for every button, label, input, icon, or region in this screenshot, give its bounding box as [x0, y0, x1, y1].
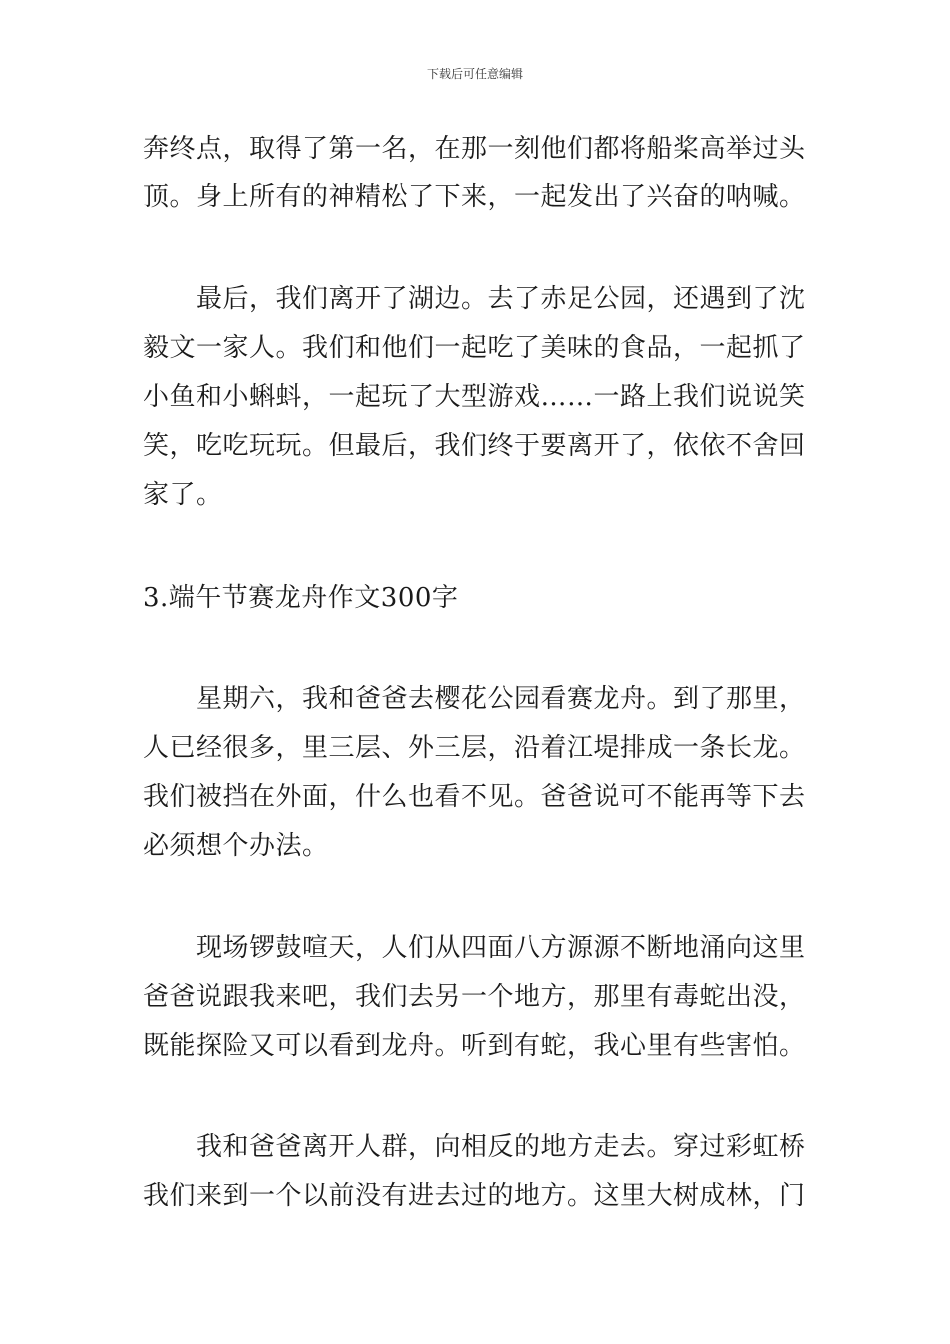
text-line: 奔终点，取得了第一名，在那一刻他们都将船桨高举过头: [143, 134, 806, 164]
text-line: 家了。: [143, 480, 223, 510]
text-line: 笑，吃吃玩玩。但最后，我们终于要离开了，依依不舍回: [143, 431, 806, 461]
text-line: 小鱼和小蝌蚪，一起玩了大型游戏……一路上我们说说笑: [143, 382, 806, 412]
text-line: 最后，我们离开了湖边。去了赤足公园，还遇到了沈: [196, 284, 806, 314]
text-line: 我们被挡在外面，什么也看不见。爸爸说可不能再等下去: [143, 782, 806, 812]
text-line: 必须想个办法。: [143, 831, 329, 861]
text-line: 星期六，我和爸爸去樱花公园看赛龙舟。到了那里，: [196, 684, 806, 714]
text-line: 既能探险又可以看到龙舟。听到有蛇，我心里有些害怕。: [143, 1031, 806, 1061]
text-line: 我们来到一个以前没有进去过的地方。这里大树成林，门: [143, 1181, 806, 1211]
text-line: 毅文一家人。我们和他们一起吃了美味的食品，一起抓了: [143, 333, 806, 363]
text-line: 顶。身上所有的神精松了下来，一起发出了兴奋的呐喊。: [143, 182, 806, 212]
text-line: 人已经很多，里三层、外三层，沿着江堤排成一条长龙。: [143, 733, 806, 763]
page-header: 下载后可任意编辑: [426, 67, 523, 81]
text-line: 现场锣鼓喧天，人们从四面八方源源不断地涌向这里: [196, 933, 806, 963]
text-line: 我和爸爸离开人群，向相反的地方走去。穿过彩虹桥: [196, 1132, 806, 1162]
section-heading: 3.端午节赛龙舟作文300字: [143, 583, 459, 613]
text-line: 爸爸说跟我来吧，我们去另一个地方，那里有毒蛇出没，: [143, 982, 806, 1012]
